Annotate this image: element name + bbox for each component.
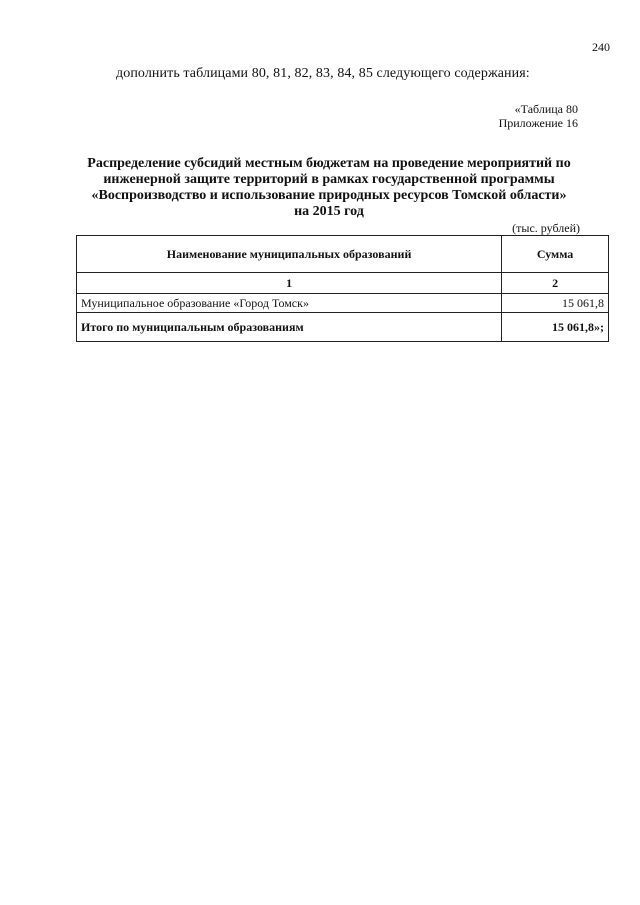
intro-text: дополнить таблицами 80, 81, 82, 83, 84, 85 следующего содержания:: [116, 66, 530, 81]
total-amount: 15 061,8»;: [502, 313, 609, 342]
column-header-name: Наименование муниципальных образований: [77, 236, 502, 273]
document-title: [70, 156, 588, 220]
subsidy-table: [76, 235, 609, 342]
table-header-row: [77, 236, 609, 273]
total-label: Итого по муниципальным образованиям: [77, 313, 502, 342]
title-line: инженерной защите территорий в рамках государственной программы: [103, 172, 555, 187]
title-line: на 2015 год: [294, 204, 364, 219]
column-number: 2: [502, 273, 609, 294]
table-number-label: «Таблица 80: [514, 102, 578, 116]
total-row: [77, 313, 609, 342]
title-line: Распределение субсидий местным бюджетам на проведение мероприятий по: [87, 156, 571, 171]
table-reference: [499, 102, 578, 130]
column-header-amount: Сумма: [502, 236, 609, 273]
page-number: 240: [592, 40, 610, 54]
appendix-label: Приложение 16: [498, 116, 578, 130]
title-line: «Воспроизводство и использование природных ресурсов Томской области»: [91, 188, 567, 203]
unit-label: (тыс. рублей): [512, 221, 580, 235]
amount-cell: 15 061,8: [502, 294, 609, 313]
municipality-name: Муниципальное образование «Город Томск»: [77, 294, 502, 313]
table-row: [77, 294, 609, 313]
column-number-row: [77, 273, 609, 294]
column-number: 1: [77, 273, 502, 294]
